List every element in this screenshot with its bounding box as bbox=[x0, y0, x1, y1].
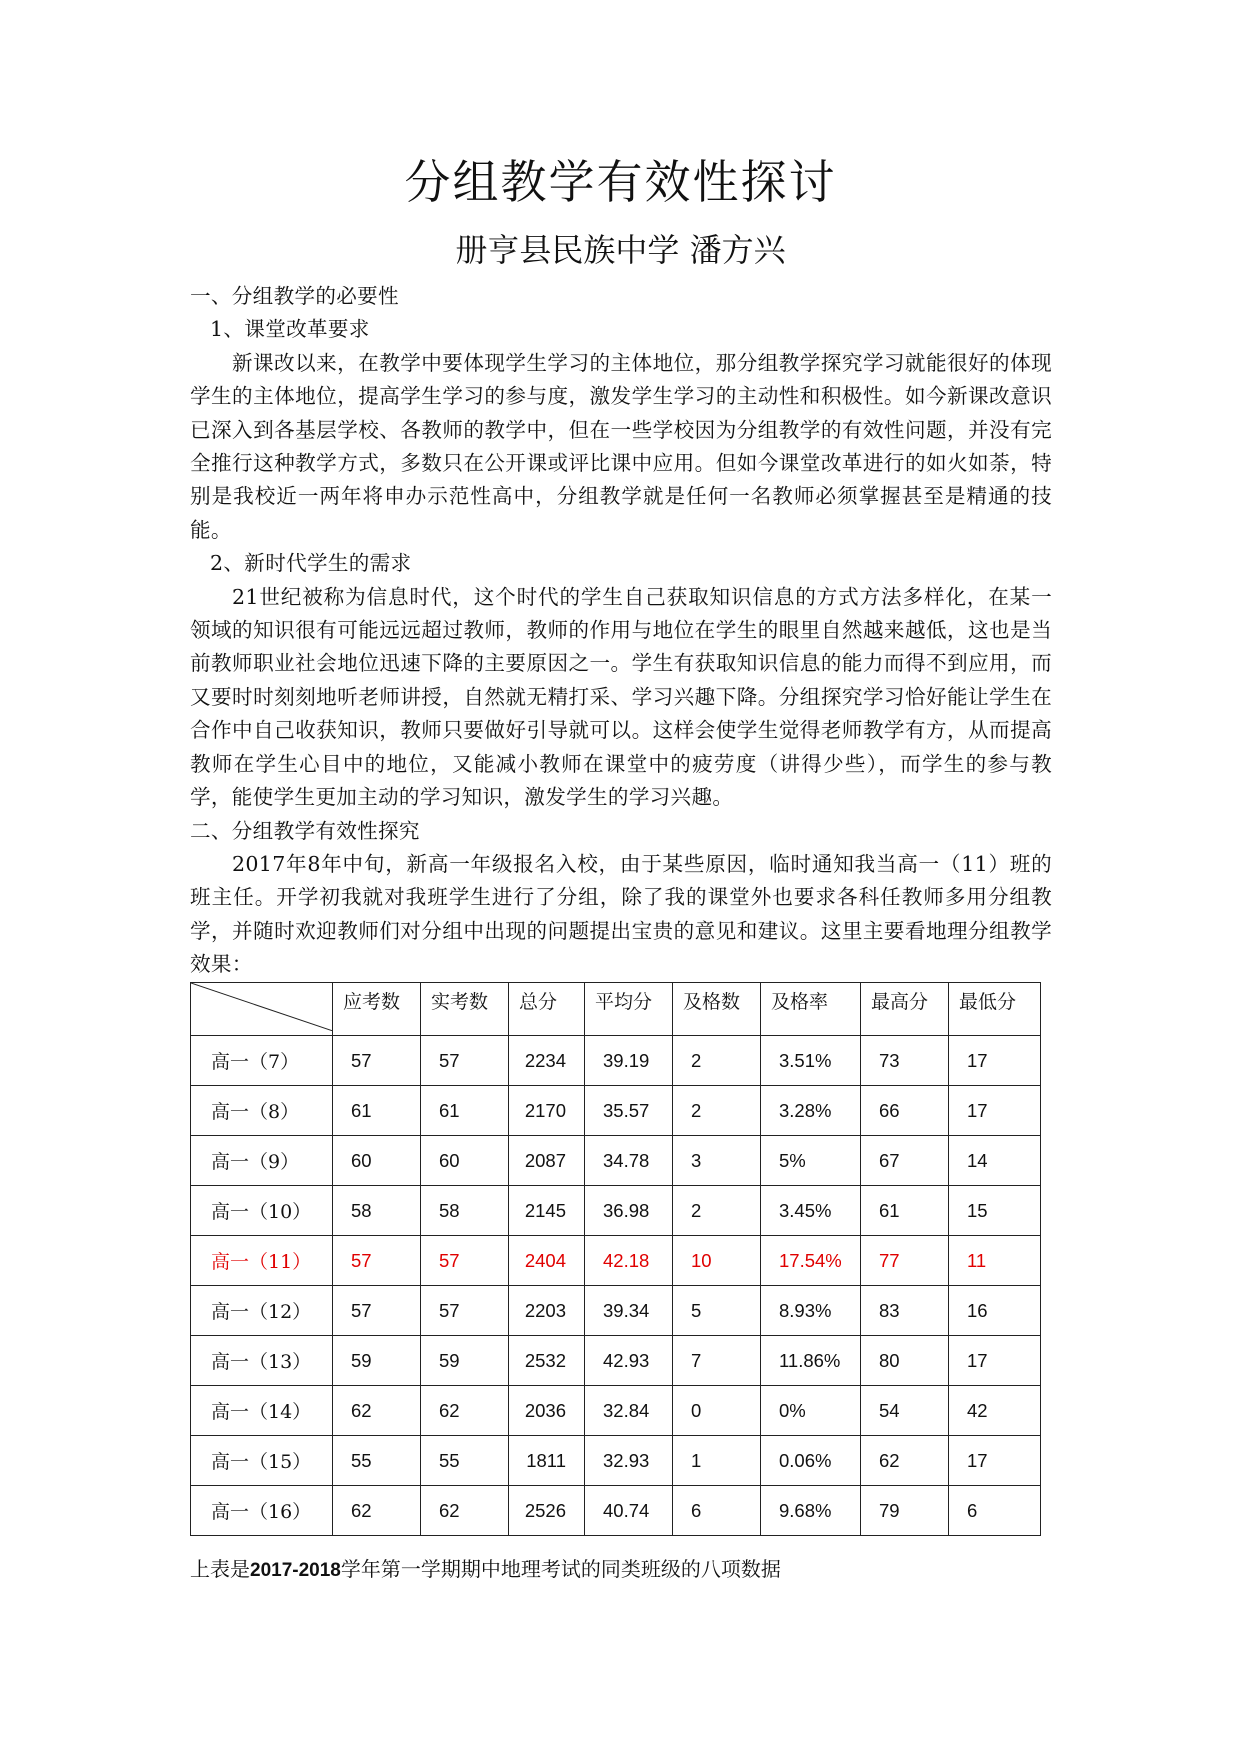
section-heading-2: 二、分组教学有效性探究 bbox=[190, 818, 420, 843]
data-cell: 61 bbox=[421, 1086, 509, 1136]
data-cell: 67 bbox=[861, 1136, 949, 1186]
data-cell: 54 bbox=[861, 1386, 949, 1436]
table-row bbox=[191, 1136, 1041, 1186]
data-cell: 60 bbox=[333, 1136, 421, 1186]
document-body bbox=[190, 280, 1052, 982]
data-cell: 2 bbox=[673, 1086, 761, 1136]
table-row bbox=[191, 1486, 1041, 1536]
data-cell: 35.57 bbox=[585, 1086, 673, 1136]
paragraph-2: 21世纪被称为信息时代，这个时代的学生自己获取知识信息的方式方法多样化，在某一领域的知识很有可能远远超过教师，教师的作用与地位在学生的眼里自然越来越低，这也是当前教师职业社会地位迅速下降的主要原因之一。学生有获取知识信息的能力而得不到应用，而又要时时刻刻地听老师讲授，自然就无精打采、学习兴趣下降。分组探究学习恰好能让学生在合作中自己收获知识，教师只要做好引导就可以。这样会使学生觉得老师教学有方，从而提高教师在学生心目中的地位，又能减小教师在课堂中的疲劳度（讲得少些），而学生的参与教学，能使学生更加主动的学习知识，激发学生的学习兴趣。 bbox=[190, 584, 1052, 810]
data-cell: 17 bbox=[949, 1086, 1041, 1136]
data-cell: 17 bbox=[949, 1336, 1041, 1386]
data-cell: 2170 bbox=[509, 1086, 585, 1136]
data-cell: 3.51% bbox=[761, 1036, 861, 1086]
data-cell: 61 bbox=[861, 1186, 949, 1236]
data-cell: 34.78 bbox=[585, 1136, 673, 1186]
data-cell: 2532 bbox=[509, 1336, 585, 1386]
data-cell: 42.18 bbox=[585, 1236, 673, 1286]
header-cell: 实考数 bbox=[421, 983, 509, 1036]
data-cell: 11.86% bbox=[761, 1336, 861, 1386]
class-name-cell: 高一（16） bbox=[191, 1486, 333, 1536]
score-table bbox=[190, 982, 1041, 1536]
class-name-cell: 高一（14） bbox=[191, 1386, 333, 1436]
header-cell: 最高分 bbox=[861, 983, 949, 1036]
data-cell: 40.74 bbox=[585, 1486, 673, 1536]
data-cell: 77 bbox=[861, 1236, 949, 1286]
data-cell: 62 bbox=[333, 1486, 421, 1536]
data-cell: 2036 bbox=[509, 1386, 585, 1436]
header-cell: 及格率 bbox=[761, 983, 861, 1036]
data-cell: 58 bbox=[333, 1186, 421, 1236]
data-cell: 0.06% bbox=[761, 1436, 861, 1486]
data-cell: 2087 bbox=[509, 1136, 585, 1186]
data-cell: 16 bbox=[949, 1286, 1041, 1336]
data-cell: 62 bbox=[333, 1386, 421, 1436]
data-cell: 61 bbox=[333, 1086, 421, 1136]
table-row bbox=[191, 1036, 1041, 1086]
data-cell: 17.54% bbox=[761, 1236, 861, 1286]
data-cell: 0% bbox=[761, 1386, 861, 1436]
data-cell: 58 bbox=[421, 1186, 509, 1236]
data-cell: 80 bbox=[861, 1336, 949, 1386]
data-cell: 8.93% bbox=[761, 1286, 861, 1336]
data-cell: 57 bbox=[421, 1036, 509, 1086]
page-title: 分组教学有效性探讨 bbox=[404, 155, 837, 209]
subsection-heading-1-1: 1、课堂改革要求 bbox=[210, 317, 370, 342]
data-cell: 32.84 bbox=[585, 1386, 673, 1436]
table-row bbox=[191, 1386, 1041, 1436]
table-row bbox=[191, 1236, 1041, 1286]
data-cell: 2203 bbox=[509, 1286, 585, 1336]
data-cell: 6 bbox=[673, 1486, 761, 1536]
class-name-cell: 高一（8） bbox=[191, 1086, 333, 1136]
data-cell: 57 bbox=[421, 1236, 509, 1286]
subsection-heading-1-2: 2、新时代学生的需求 bbox=[210, 551, 412, 576]
header-cell: 平均分 bbox=[585, 983, 673, 1036]
data-cell: 5% bbox=[761, 1136, 861, 1186]
author-line: 册亨县民族中学 潘方兴 bbox=[455, 231, 786, 269]
data-cell: 11 bbox=[949, 1236, 1041, 1286]
data-cell: 10 bbox=[673, 1236, 761, 1286]
data-cell: 59 bbox=[333, 1336, 421, 1386]
data-cell: 6 bbox=[949, 1486, 1041, 1536]
data-cell: 39.34 bbox=[585, 1286, 673, 1336]
table-row bbox=[191, 1086, 1041, 1136]
data-cell: 17 bbox=[949, 1436, 1041, 1486]
data-cell: 60 bbox=[421, 1136, 509, 1186]
data-cell: 3 bbox=[673, 1136, 761, 1186]
data-cell: 2234 bbox=[509, 1036, 585, 1086]
class-name-cell: 高一（7） bbox=[191, 1036, 333, 1086]
class-name-cell: 高一（10） bbox=[191, 1186, 333, 1236]
header-cell: 最低分 bbox=[949, 983, 1041, 1036]
data-cell: 42 bbox=[949, 1386, 1041, 1436]
class-name-cell: 高一（15） bbox=[191, 1436, 333, 1486]
table-caption bbox=[190, 1554, 781, 1586]
class-name-cell: 高一（13） bbox=[191, 1336, 333, 1386]
data-cell: 57 bbox=[333, 1236, 421, 1286]
diagonal-header-cell bbox=[191, 983, 333, 1036]
data-cell: 55 bbox=[333, 1436, 421, 1486]
diagonal-line bbox=[191, 983, 333, 1031]
data-cell: 1 bbox=[673, 1436, 761, 1486]
data-cell: 2 bbox=[673, 1186, 761, 1236]
data-cell: 2145 bbox=[509, 1186, 585, 1236]
data-cell: 55 bbox=[421, 1436, 509, 1486]
data-cell: 42.93 bbox=[585, 1336, 673, 1386]
class-name-cell: 高一（11） bbox=[191, 1236, 333, 1286]
class-name-cell: 高一（9） bbox=[191, 1136, 333, 1186]
class-name-cell: 高一（12） bbox=[191, 1286, 333, 1336]
data-cell: 2 bbox=[673, 1036, 761, 1086]
caption-suffix: 学年第一学期期中地理考试的同类班级的八项数据 bbox=[340, 1557, 781, 1581]
data-cell: 3.28% bbox=[761, 1086, 861, 1136]
data-cell: 1811 bbox=[509, 1436, 585, 1486]
table-row bbox=[191, 1186, 1041, 1236]
data-cell: 66 bbox=[861, 1086, 949, 1136]
data-cell: 39.19 bbox=[585, 1036, 673, 1086]
table-row bbox=[191, 1286, 1041, 1336]
header-cell: 应考数 bbox=[333, 983, 421, 1036]
caption-years: 2017-2018 bbox=[250, 1560, 341, 1581]
data-cell: 62 bbox=[861, 1436, 949, 1486]
header-cell: 总分 bbox=[509, 983, 585, 1036]
data-cell: 57 bbox=[333, 1036, 421, 1086]
data-cell: 2404 bbox=[509, 1236, 585, 1286]
section-heading-1: 一、分组教学的必要性 bbox=[190, 284, 399, 308]
caption-prefix: 上表是 bbox=[190, 1557, 250, 1581]
data-cell: 57 bbox=[333, 1286, 421, 1336]
table-row bbox=[191, 1436, 1041, 1486]
table-row bbox=[191, 1336, 1041, 1386]
data-cell: 0 bbox=[673, 1386, 761, 1436]
data-cell: 62 bbox=[421, 1386, 509, 1436]
data-cell: 59 bbox=[421, 1336, 509, 1386]
data-cell: 36.98 bbox=[585, 1186, 673, 1236]
data-cell: 57 bbox=[421, 1286, 509, 1336]
data-cell: 2526 bbox=[509, 1486, 585, 1536]
paragraph-3: 2017年8年中旬，新高一年级报名入校，由于某些原因，临时通知我当高一（11）班的班主任。开学初我就对我班学生进行了分组，除了我的课堂外也要求各科任教师多用分组教学，并随时欢迎教师们对分组中出现的问题提出宝贵的意见和建议。这里主要看地理分组教学效果： bbox=[190, 851, 1052, 977]
data-cell: 9.68% bbox=[761, 1486, 861, 1536]
data-cell: 7 bbox=[673, 1336, 761, 1386]
data-cell: 5 bbox=[673, 1286, 761, 1336]
data-cell: 17 bbox=[949, 1036, 1041, 1086]
data-cell: 73 bbox=[861, 1036, 949, 1086]
data-cell: 62 bbox=[421, 1486, 509, 1536]
data-cell: 79 bbox=[861, 1486, 949, 1536]
header-cell: 及格数 bbox=[673, 983, 761, 1036]
data-cell: 15 bbox=[949, 1186, 1041, 1236]
data-cell: 32.93 bbox=[585, 1436, 673, 1486]
data-cell: 14 bbox=[949, 1136, 1041, 1186]
data-cell: 3.45% bbox=[761, 1186, 861, 1236]
table-header-row bbox=[191, 983, 1041, 1036]
paragraph-1: 新课改以来，在教学中要体现学生学习的主体地位，那分组教学探究学习就能很好的体现学生的主体地位，提高学生学习的参与度，激发学生学习的主动性和积极性。如今新课改意识已深入到各基层学校、各教师的教学中，但在一些学校因为分组教学的有效性问题，并没有完全推行这种教学方式，多数只在公开课或评比课中应用。但如今课堂改革进行的如火如荼，特别是我校近一两年将申办示范性高中，分组教学就是任何一名教师必须掌握甚至是精通的技能。 bbox=[190, 350, 1052, 542]
data-cell: 83 bbox=[861, 1286, 949, 1336]
